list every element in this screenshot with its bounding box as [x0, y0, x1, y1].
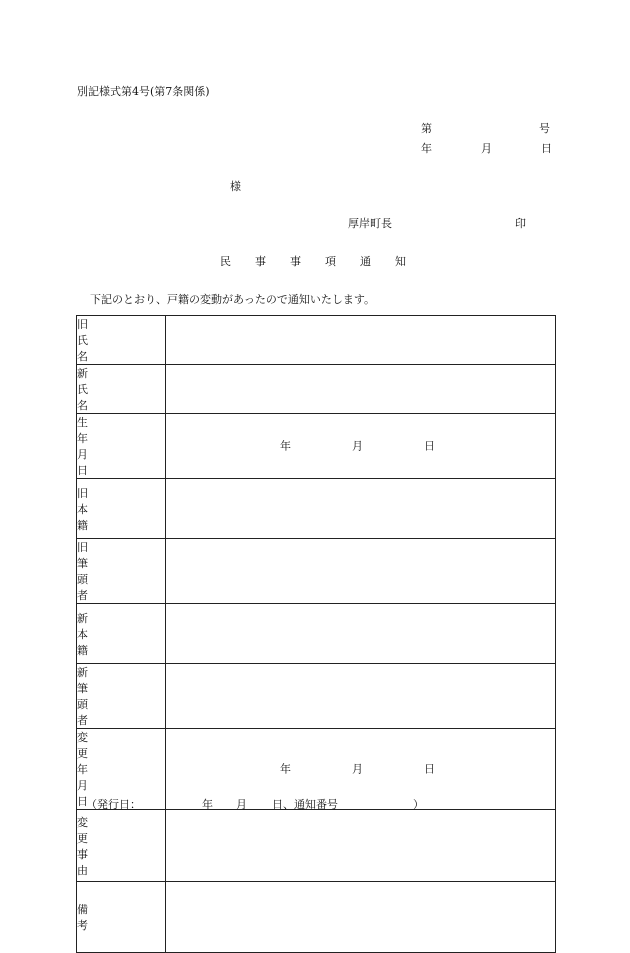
title-char: 項	[325, 255, 336, 268]
row-value-field[interactable]	[166, 539, 556, 604]
number-suffix: 号	[539, 122, 550, 135]
label-char: 日	[77, 464, 88, 477]
footer-month-label: 月	[236, 798, 247, 811]
form-reference: 別記様式第4号(第7条関係)	[77, 85, 210, 98]
label-char: 者	[77, 589, 88, 602]
label-char: 本	[77, 627, 88, 641]
row-value-field[interactable]	[166, 729, 556, 810]
document-title	[220, 255, 406, 268]
label-char: 氏	[77, 383, 88, 396]
footer-close-paren: ）	[413, 798, 424, 811]
footer-issue-date-open: （発行日：	[86, 798, 141, 811]
table-row	[77, 414, 556, 479]
row-value-field[interactable]	[166, 810, 556, 882]
label-char: 新	[77, 611, 88, 625]
title-char: 民	[220, 255, 231, 268]
label-char: 頭	[77, 573, 88, 586]
title-char: 通	[360, 255, 371, 268]
row-label	[77, 365, 166, 414]
notice-form-table	[76, 315, 556, 953]
issuer-name: 厚岸町長	[348, 217, 392, 230]
row-label	[77, 882, 166, 953]
row-value-field[interactable]	[166, 479, 556, 539]
number-prefix: 第	[421, 122, 432, 135]
month-label: 月	[352, 762, 363, 776]
label-char: 者	[77, 714, 88, 727]
table-row	[77, 316, 556, 365]
row-label	[77, 414, 166, 479]
label-char: 更	[77, 747, 88, 760]
table-row	[77, 479, 556, 539]
row-label	[77, 539, 166, 604]
table-row	[77, 604, 556, 664]
year-label: 年	[280, 762, 291, 776]
day-label: 日	[424, 762, 435, 776]
row-label	[77, 479, 166, 539]
label-char: 月	[77, 448, 88, 461]
label-char: 変	[77, 731, 88, 744]
label-char: 筆	[77, 682, 88, 695]
addressee-honorific: 様	[230, 180, 241, 193]
label-char: 由	[77, 863, 88, 877]
day-label: 日	[424, 439, 435, 453]
label-char: 旧	[77, 486, 88, 500]
label-char: 備	[77, 903, 88, 916]
row-label	[77, 810, 166, 882]
table-row	[77, 365, 556, 414]
table-row	[77, 539, 556, 604]
row-value-field[interactable]	[166, 414, 556, 479]
label-char: 名	[77, 350, 88, 363]
label-char: 更	[77, 831, 88, 845]
label-char: 名	[77, 399, 88, 412]
row-value-field[interactable]	[166, 664, 556, 729]
table-row	[77, 882, 556, 953]
title-char: 事	[290, 255, 301, 268]
label-char: 生	[77, 416, 88, 429]
label-char: 本	[77, 502, 88, 516]
label-char: 氏	[77, 334, 88, 347]
row-value-field[interactable]	[166, 882, 556, 953]
row-label	[77, 664, 166, 729]
issue-day-label: 日	[541, 142, 552, 155]
seal-mark: 印	[515, 217, 526, 230]
row-value-field[interactable]	[166, 604, 556, 664]
label-char: 月	[77, 779, 88, 792]
title-char: 事	[255, 255, 266, 268]
label-char: 頭	[77, 698, 88, 711]
label-char: 新	[77, 367, 88, 380]
issue-month-label: 月	[481, 142, 492, 155]
label-char: 日	[77, 795, 88, 808]
label-char: 変	[77, 815, 88, 829]
intro-text: 下記のとおり、戸籍の変動があったので通知いたします。	[90, 293, 376, 306]
month-label: 月	[352, 439, 363, 453]
footer-day-notice-label: 日、通知番号	[272, 798, 338, 811]
label-char: 考	[77, 919, 88, 932]
label-char: 籍	[77, 643, 88, 657]
table-row	[77, 810, 556, 882]
row-value-field[interactable]	[166, 316, 556, 365]
label-char: 事	[77, 847, 88, 861]
label-char: 年	[77, 763, 88, 776]
title-char: 知	[395, 255, 406, 268]
row-label	[77, 316, 166, 365]
label-char: 年	[77, 432, 88, 445]
row-label	[77, 604, 166, 664]
table-row	[77, 664, 556, 729]
row-value-field[interactable]	[166, 365, 556, 414]
footer-year-label: 年	[202, 798, 213, 811]
label-char: 籍	[77, 518, 88, 532]
label-char: 筆	[77, 557, 88, 570]
label-char: 旧	[77, 318, 88, 331]
label-char: 新	[77, 666, 88, 679]
year-label: 年	[280, 439, 291, 453]
issue-year-label: 年	[421, 142, 432, 155]
label-char: 旧	[77, 541, 88, 554]
